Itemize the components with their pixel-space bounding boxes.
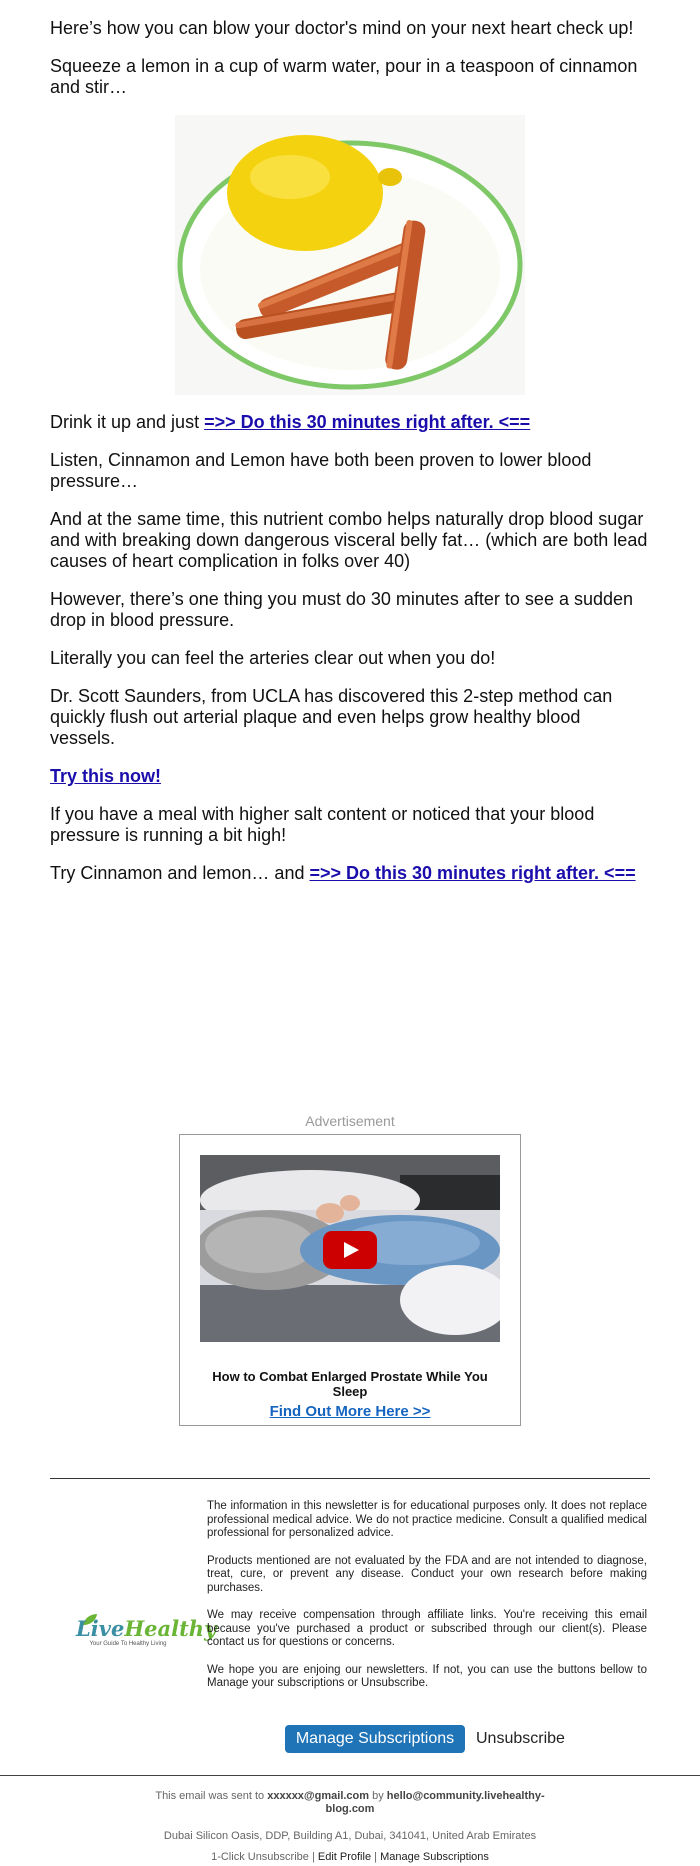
do-this-link-2[interactable]: =>> Do this 30 minutes right after. <== — [309, 863, 636, 883]
disclaimer-affiliate: We may receive compensation through affiliate links. You're receiving this email because you've purchased a product or subscribed through our client(s). Please contact us for questions or concerns. — [207, 1609, 647, 1648]
ad-cta-link[interactable]: Find Out More Here >> — [269, 1403, 431, 1420]
manage-subscriptions-link[interactable]: Manage Subscriptions — [380, 1851, 489, 1863]
advertisement-label: Advertisement — [305, 1113, 395, 1129]
advertisement-section — [0, 1112, 700, 1426]
separator: | — [308, 1851, 318, 1863]
drink-text: Drink it up and just — [50, 412, 205, 432]
logo-live: Live — [76, 1616, 125, 1641]
postal-address: Dubai Silicon Oasis, DDP, Building A1, Dubai, 341041, United Arab Emirates — [163, 1830, 537, 1842]
live-healthy-logo — [76, 1613, 217, 1653]
unsubscribe-button[interactable]: Unsubscribe — [476, 1730, 565, 1747]
try-now-line — [50, 766, 650, 787]
try-cinnamon-line — [50, 863, 650, 884]
step-one-text: Squeeze a lemon in a cup of warm water, pour in a teaspoon of cinnamon and stir… — [50, 56, 638, 97]
intro-text: Here’s how you can blow your doctor's mind on your next heart check up! — [50, 18, 634, 38]
lemon-cinnamon-image — [175, 115, 525, 395]
footer-divider — [50, 1478, 650, 1479]
logo-tagline: Your Guide To Healthy Living — [89, 1641, 167, 1647]
recipient-email: xxxxxx@gmail.com — [267, 1790, 370, 1802]
ad-box[interactable] — [179, 1134, 521, 1426]
meal-text: If you have a meal with higher salt content or noticed that your blood pressure is running a bit high! — [50, 804, 595, 845]
drink-line — [50, 412, 650, 433]
logo-healthy: Healthy — [124, 1616, 217, 1641]
separator: | — [371, 1851, 381, 1863]
try-cinnamon-text: Try Cinnamon and lemon… and — [50, 863, 310, 883]
sent-by: by — [369, 1790, 387, 1802]
sent-to-notice — [150, 1790, 550, 1816]
play-icon[interactable] — [323, 1231, 377, 1269]
article-body — [50, 18, 650, 901]
doctor-text: Dr. Scott Saunders, from UCLA has discovered this 2-step method can quickly flush out arterial plaque and even helps grow healthy blood vessels. — [50, 686, 613, 748]
do-this-link[interactable]: =>> Do this 30 minutes right after. <== — [204, 412, 531, 432]
however-text: However, there’s one thing you must do 30 minutes after to see a sudden drop in blood pressure. — [50, 589, 634, 630]
ad-headline[interactable]: How to Combat Enlarged Prostate While You Sleep — [212, 1369, 488, 1399]
one-click-unsubscribe-link[interactable]: 1-Click Unsubscribe — [211, 1851, 309, 1863]
edit-profile-link[interactable]: Edit Profile — [317, 1851, 372, 1863]
disclaimer-educational: The information in this newsletter is for educational purposes only. It does not replace professional medical advice. We do not practice medicine. Consult a qualified medical professional for personalized advice. — [207, 1500, 647, 1539]
listen-text: Listen, Cinnamon and Lemon have both been proven to lower blood pressure… — [50, 450, 592, 491]
manage-subscriptions-button[interactable]: Manage Subscriptions — [285, 1725, 465, 1753]
try-now-link[interactable]: Try this now! — [50, 766, 162, 786]
bottom-divider — [0, 1775, 700, 1776]
literally-text: Literally you can feel the arteries clear out when you do! — [50, 648, 496, 668]
sender-email[interactable]: hello@community.livehealthy-blog.com — [325, 1790, 545, 1815]
footer-links — [0, 1851, 700, 1863]
disclaimer-newsletter: We hope you are enjoing our newsletters. If not, you can use the buttons bellow to Manage your subscriptions or Unsubscribe. — [207, 1663, 647, 1689]
disclaimer — [207, 1500, 647, 1705]
sent-prefix: This email was sent to — [155, 1790, 268, 1802]
disclaimer-fda: Products mentioned are not evaluated by the FDA and are not intended to diagnose, treat, cure, or prevent any disease. Conduct your own research before making purchases. — [207, 1554, 647, 1594]
combo-text: And at the same time, this nutrient combo helps naturally drop blood sugar and with breaking down dangerous visceral belly fat… (which are both lead causes of heart complication in folks over 40) — [50, 509, 648, 571]
